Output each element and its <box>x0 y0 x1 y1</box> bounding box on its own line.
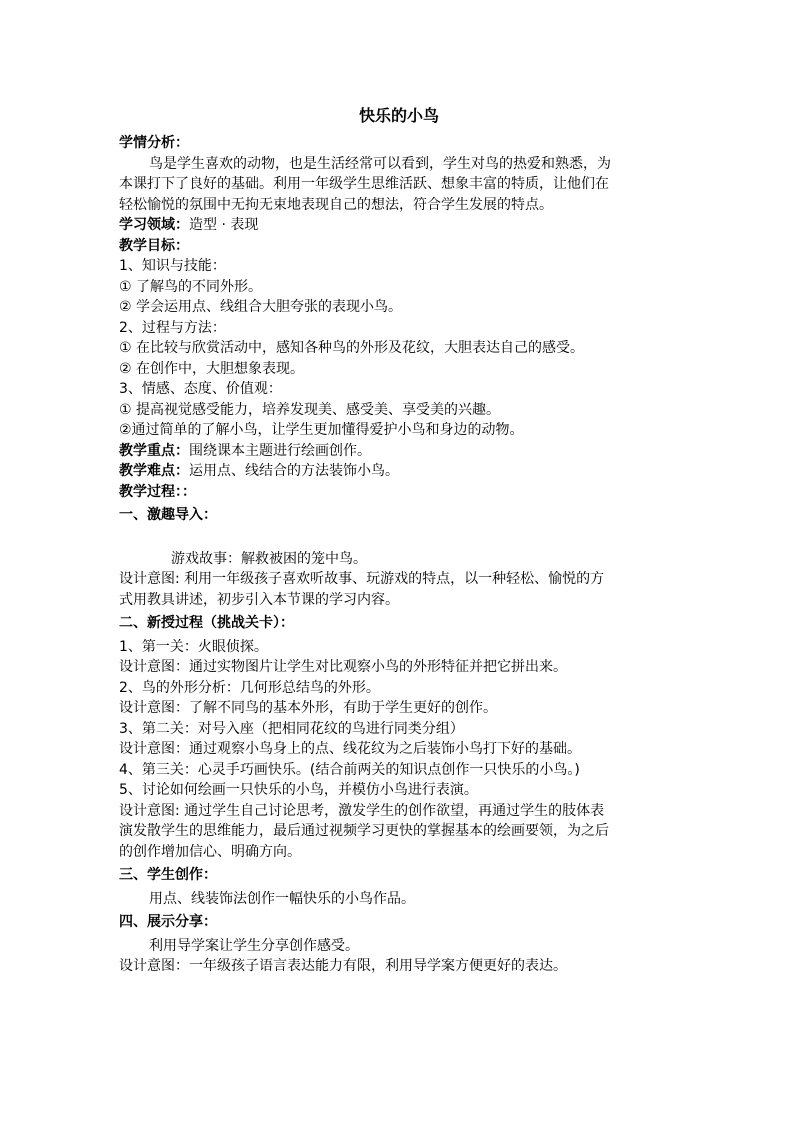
key-point-label: 教学重点： <box>119 442 189 459</box>
section-heading-s3: 三、学生创作： <box>119 867 217 883</box>
paragraph-line: 1、第一关：火眼侦探。 <box>119 638 268 655</box>
paragraph-line: 轻松愉悦的氛围中无拘无束地表现自己的想法，符合学生发展的特点。 <box>119 196 553 213</box>
section-heading-xueqing: 学情分析： <box>119 135 189 151</box>
difficult-point <box>119 461 679 482</box>
goal-item: ② 学会运用点、线组合大胆夸张的表现小鸟。 <box>119 299 402 315</box>
goal-item: ②通过简单的了解小鸟，让学生更加懂得爱护小鸟和身边的动物。 <box>119 422 524 438</box>
goal-item: ① 提高视觉感受能力，培养发现美、感受美、享受美的兴趣。 <box>119 401 500 418</box>
paragraph-line: 鸟是学生喜欢的动物，也是生活经常可以看到，学生对鸟的热爱和熟悉，为 <box>149 155 611 172</box>
section-heading-s4: 四、展示分享： <box>119 914 217 930</box>
document-body <box>119 101 679 977</box>
paragraph-line: 设计意图：了解不同鸟的基本外形，有助于学生更好的创作。 <box>119 700 497 716</box>
goal-item: 3、情感、态度、价值观： <box>119 381 282 397</box>
paragraph-line: 设计意图：通过实物图片让学生对比观察小鸟的外形特征并把它拼出来。 <box>119 659 567 675</box>
key-point <box>119 441 679 462</box>
paragraph-line: 的创作增加信心、明确方向。 <box>119 843 301 860</box>
paragraph-line: 设计意图: 通过学生自己讨论思考，激发学生的创作欲望，再通过学生的肢体表 <box>119 802 605 819</box>
paragraph-line: 4、第三关：心灵手巧画快乐。(结合前两关的知识点创作一只快乐的小鸟。) <box>119 761 580 778</box>
paragraph-line: 式用教具讲述，初步引入本节课的学习内容。 <box>119 591 399 608</box>
spacer <box>119 529 679 549</box>
goal-item: 1、知识与技能： <box>119 258 226 274</box>
section-heading-s1: 一、激趣导入： <box>119 507 217 523</box>
paragraph-line: 设计意图：一年级孩子语言表达能力有限，利用导学案方便更好的表达。 <box>119 958 567 974</box>
goal-item: 2、过程与方法： <box>119 319 226 336</box>
section-heading-guocheng: 教学过程：： <box>119 483 196 500</box>
learning-domain-label: 学习领域： <box>119 217 189 233</box>
paragraph-line: 设计意图：通过观察小鸟身上的点、线花纹为之后装饰小鸟打下好的基础。 <box>119 741 581 757</box>
paragraph-line: 演发散学生的思维能力，最后通过视频学习更快的掌握基本的绘画要领，为之后 <box>119 823 609 839</box>
paragraph-line: 设计意图: 利用一年级孩子喜欢听故事、玩游戏的特点，以一种轻松、愉悦的方 <box>119 571 605 587</box>
key-point-value: 围绕课本主题进行绘画创作。 <box>189 442 371 459</box>
document-title: 快乐的小鸟 <box>358 106 439 125</box>
paragraph-line: 3、第二关：对号入座（把相同花纹的鸟进行同类分组） <box>119 720 464 737</box>
learning-domain <box>119 215 679 236</box>
paragraph-line: 游戏故事：解救被困的笼中鸟。 <box>171 550 367 567</box>
paragraph-line: 用点、线装饰法创作一幅快乐的小鸟作品。 <box>149 890 415 907</box>
section-heading-mubiao: 教学目标： <box>119 237 189 254</box>
paragraph-line: 5、讨论如何绘画一只快乐的小鸟，并模仿小鸟进行表演。 <box>119 782 478 798</box>
difficult-point-value: 运用点、线结合的方法装饰小鸟。 <box>189 463 399 479</box>
learning-domain-value: 造型 · 表现 <box>189 217 259 233</box>
goal-item: ① 在比较与欣赏活动中，感知各种鸟的外形及花纹，大胆表达自己的感受。 <box>119 340 584 356</box>
goal-item: ① 了解鸟的不同外形。 <box>119 278 263 295</box>
paragraph-line: 本课打下了良好的基础。利用一年级学生思维活跃、想象丰富的特质，让他们在 <box>119 176 609 192</box>
section-heading-s2: 二、新授过程（挑战关卡）： <box>119 615 294 631</box>
difficult-point-label: 教学难点： <box>119 463 189 479</box>
paragraph-line: 2、鸟的外形分析：几何形总结鸟的外形。 <box>119 679 380 696</box>
goal-item: ② 在创作中，大胆想象表现。 <box>119 360 305 377</box>
paragraph-line: 利用导学案让学生分享创作感受。 <box>149 937 359 954</box>
